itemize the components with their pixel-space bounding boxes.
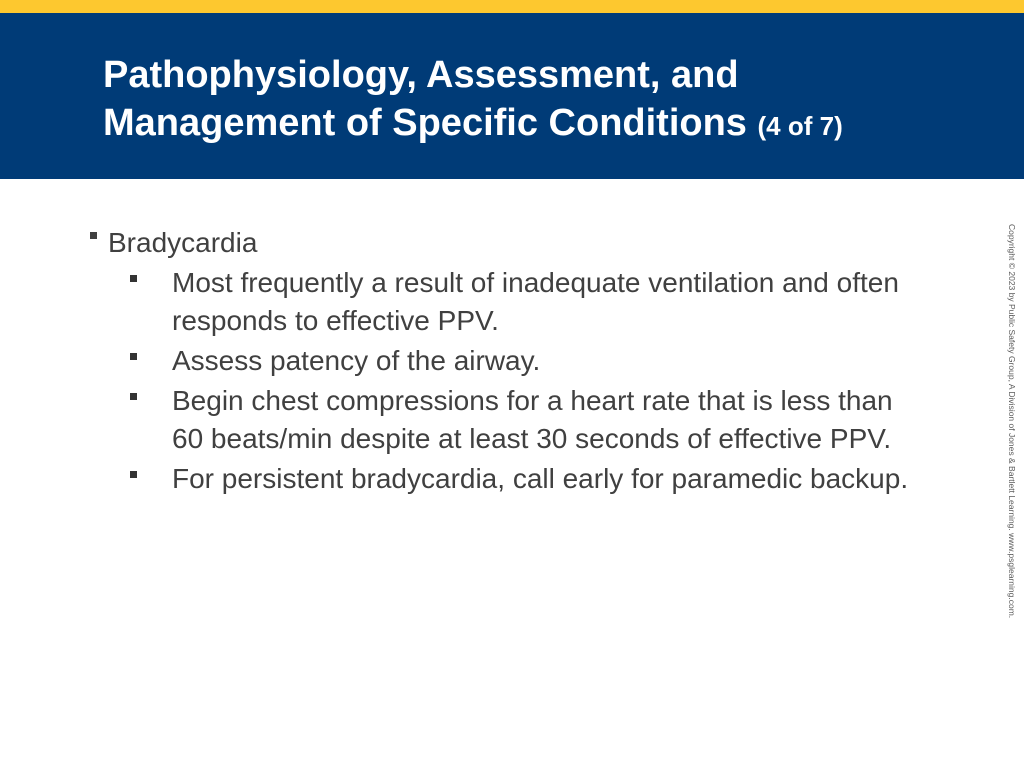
- square-bullet-icon: [130, 471, 137, 478]
- sub-bullet-item: [88, 460, 928, 498]
- sub-bullet-text: Begin chest compressions for a heart rate that is less than 60 beats/min despite at least 30 seconds of effective PPV.: [172, 385, 893, 454]
- slide-title: [103, 51, 963, 150]
- square-bullet-icon: [130, 353, 137, 360]
- sub-bullet-text: Most frequently a result of inadequate ventilation and often responds to effective PPV.: [172, 267, 899, 336]
- slide-body: [88, 226, 928, 500]
- copyright-notice: Copyright © 2023 by Public Safety Group, A Division of Jones & Bartlett Learning. www.psglearning.com.: [1007, 224, 1017, 619]
- topic-heading: Bradycardia: [108, 227, 258, 258]
- sub-bullet-text: Assess patency of the airway.: [172, 345, 541, 376]
- topic-item: [88, 226, 928, 260]
- sub-bullet-item: [88, 264, 928, 340]
- sub-bullet-list: [88, 264, 928, 498]
- title-main: Pathophysiology, Assessment, and Management of Specific Conditions: [103, 54, 747, 144]
- accent-stripe: [0, 0, 1024, 13]
- square-bullet-icon: [130, 393, 137, 400]
- sub-bullet-text: For persistent bradycardia, call early for paramedic backup.: [172, 463, 909, 494]
- square-bullet-icon: [90, 232, 97, 239]
- sub-bullet-item: [88, 342, 928, 380]
- square-bullet-icon: [130, 275, 137, 282]
- title-slide-counter: (4 of 7): [757, 111, 843, 141]
- sub-bullet-item: [88, 382, 928, 458]
